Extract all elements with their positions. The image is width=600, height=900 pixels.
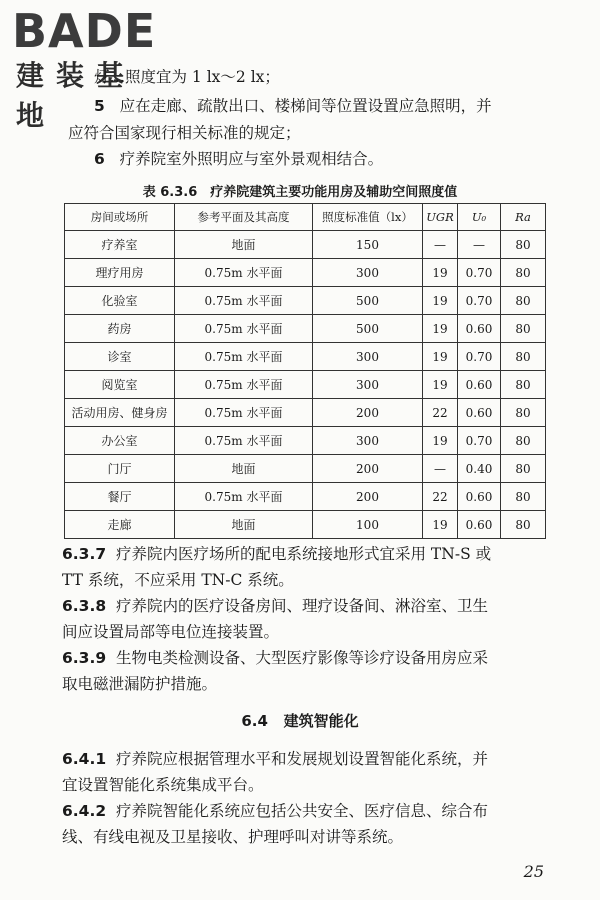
logo-chinese-text: 建装基地 xyxy=(16,59,137,132)
cell-room: 疗养室 xyxy=(65,231,175,259)
cell-reference-plane: 地面 xyxy=(175,231,313,259)
clause-6-3-8-number: 6.3.8 xyxy=(62,597,107,615)
header-u0: U₀ xyxy=(458,204,501,231)
cell-u0: 0.70 xyxy=(458,259,501,287)
clause-6-3-7-text: 疗养院内医疗场所的配电系统接地形式宜采用 TN-S 或 xyxy=(116,545,492,563)
table-row xyxy=(65,427,546,455)
table-body xyxy=(65,231,546,539)
cell-reference-plane: 0.75m 水平面 xyxy=(175,399,313,427)
table-row xyxy=(65,231,546,259)
table-row xyxy=(65,259,546,287)
clause-6-4-2-line-2: 线、有线电视及卫星接收、护理呼叫对讲等系统。 xyxy=(62,828,404,846)
cell-illuminance: 200 xyxy=(313,399,423,427)
clause-6-3-9-line-2: 取电磁泄漏防护措施。 xyxy=(62,675,218,693)
cell-u0: 0.60 xyxy=(458,511,501,539)
cell-illuminance: 500 xyxy=(313,315,423,343)
cell-room: 化验室 xyxy=(65,287,175,315)
header-ugr: UGR xyxy=(423,204,458,231)
item-6-line xyxy=(94,148,383,170)
cell-ra: 80 xyxy=(501,343,546,371)
clause-6-4-2-line-1 xyxy=(62,800,488,822)
clause-6-3-7-number: 6.3.7 xyxy=(62,545,107,563)
cell-room: 门厅 xyxy=(65,455,175,483)
cell-ra: 80 xyxy=(501,259,546,287)
cell-reference-plane: 0.75m 水平面 xyxy=(175,427,313,455)
cell-ra: 80 xyxy=(501,315,546,343)
clause-6-4-2-text: 疗养院智能化系统应包括公共安全、医疗信息、综合布 xyxy=(116,802,489,820)
clause-6-3-7-line-1 xyxy=(62,543,491,565)
cell-reference-plane: 0.75m 水平面 xyxy=(175,315,313,343)
item-5-text: 应在走廊、疏散出口、楼梯间等位置设置应急照明，并 xyxy=(119,97,492,115)
table-row xyxy=(65,315,546,343)
cell-illuminance: 500 xyxy=(313,287,423,315)
cell-reference-plane: 0.75m 水平面 xyxy=(175,259,313,287)
cell-reference-plane: 0.75m 水平面 xyxy=(175,483,313,511)
cell-u0: — xyxy=(458,231,501,259)
illuminance-table xyxy=(64,203,546,539)
table-row xyxy=(65,511,546,539)
table-caption: 表 6.3.6 疗养院建筑主要功能用房及辅助空间照度值 xyxy=(142,185,458,200)
clause-6-3-8-line-2: 间应设置局部等电位连接装置。 xyxy=(62,623,280,641)
table-header-row xyxy=(65,204,546,231)
item-6-text: 疗养院室外照明应与室外景观相结合。 xyxy=(119,150,384,168)
cell-ugr: 19 xyxy=(423,427,458,455)
table-row xyxy=(65,483,546,511)
cell-ra: 80 xyxy=(501,399,546,427)
cell-room: 理疗用房 xyxy=(65,259,175,287)
clause-6-3-9-text: 生物电类检测设备、大型医疗影像等诊疗设备用房应采 xyxy=(116,649,489,667)
header-illuminance: 照度标准值（lx） xyxy=(313,204,423,231)
clause-6-4-1-text: 疗养院应根据管理水平和发展规划设置智能化系统，并 xyxy=(116,750,489,768)
cell-ugr: 22 xyxy=(423,483,458,511)
cell-illuminance: 150 xyxy=(313,231,423,259)
clause-6-3-9-line-1 xyxy=(62,647,488,669)
cell-ugr: 19 xyxy=(423,343,458,371)
cell-room: 阅览室 xyxy=(65,371,175,399)
cell-ra: 80 xyxy=(501,231,546,259)
cell-u0: 0.70 xyxy=(458,343,501,371)
cell-u0: 0.70 xyxy=(458,287,501,315)
cell-room: 活动用房、健身房 xyxy=(65,399,175,427)
header-reference-plane: 参考平面及其高度 xyxy=(175,204,313,231)
cell-ugr: — xyxy=(423,231,458,259)
section-title: 建筑智能化 xyxy=(283,712,359,730)
cell-ra: 80 xyxy=(501,483,546,511)
table-row xyxy=(65,371,546,399)
item-6-number: 6 xyxy=(94,150,105,168)
cell-illuminance: 300 xyxy=(313,343,423,371)
clause-6-3-8-line-1 xyxy=(62,595,488,617)
table-row xyxy=(65,399,546,427)
section-number: 6.4 xyxy=(241,712,268,730)
header-ra: Ra xyxy=(501,204,546,231)
cell-u0: 0.60 xyxy=(458,371,501,399)
cell-illuminance: 200 xyxy=(313,455,423,483)
clause-6-3-8-text: 疗养院内的医疗设备房间、理疗设备间、淋浴室、卫生 xyxy=(116,597,489,615)
table-row xyxy=(65,455,546,483)
cell-ugr: 19 xyxy=(423,287,458,315)
cell-ugr: 19 xyxy=(423,371,458,399)
cell-reference-plane: 0.75m 水平面 xyxy=(175,343,313,371)
cell-room: 诊室 xyxy=(65,343,175,371)
table-row xyxy=(65,287,546,315)
intro-line: 灯…照度宜为 1 lx～2 lx； xyxy=(94,68,280,86)
cell-u0: 0.60 xyxy=(458,483,501,511)
cell-ra: 80 xyxy=(501,511,546,539)
cell-u0: 0.40 xyxy=(458,455,501,483)
clause-6-4-1-line-2: 宜设置智能化系统集成平台。 xyxy=(62,776,264,794)
cell-ugr: 19 xyxy=(423,511,458,539)
cell-reference-plane: 地面 xyxy=(175,511,313,539)
cell-reference-plane: 0.75m 水平面 xyxy=(175,287,313,315)
cell-reference-plane: 0.75m 水平面 xyxy=(175,371,313,399)
table-row xyxy=(65,343,546,371)
cell-illuminance: 300 xyxy=(313,371,423,399)
page-number: 25 xyxy=(523,862,544,881)
cell-illuminance: 300 xyxy=(313,259,423,287)
cell-ra: 80 xyxy=(501,455,546,483)
cell-ra: 80 xyxy=(501,371,546,399)
item-5-line-1 xyxy=(94,95,492,117)
cell-illuminance: 100 xyxy=(313,511,423,539)
cell-room: 走廊 xyxy=(65,511,175,539)
cell-ugr: 19 xyxy=(423,259,458,287)
cell-room: 办公室 xyxy=(65,427,175,455)
cell-room: 餐厅 xyxy=(65,483,175,511)
item-5-line-2: 应符合国家现行相关标准的规定； xyxy=(68,124,301,142)
clause-6-4-2-number: 6.4.2 xyxy=(62,802,107,820)
item-5-number: 5 xyxy=(94,97,105,115)
cell-room: 药房 xyxy=(65,315,175,343)
cell-illuminance: 300 xyxy=(313,427,423,455)
clause-6-4-1-number: 6.4.1 xyxy=(62,750,107,768)
cell-ugr: — xyxy=(423,455,458,483)
cell-ugr: 19 xyxy=(423,315,458,343)
cell-reference-plane: 地面 xyxy=(175,455,313,483)
cell-u0: 0.60 xyxy=(458,315,501,343)
cell-u0: 0.60 xyxy=(458,399,501,427)
cell-u0: 0.70 xyxy=(458,427,501,455)
cell-ra: 80 xyxy=(501,427,546,455)
section-heading xyxy=(0,710,600,731)
cell-ugr: 22 xyxy=(423,399,458,427)
clause-6-4-1-line-1 xyxy=(62,748,488,770)
cell-ra: 80 xyxy=(501,287,546,315)
logo-latin-text: BADE xyxy=(12,4,157,58)
clause-6-3-7-line-2: TT 系统，不应采用 TN-C 系统。 xyxy=(62,571,294,589)
cell-illuminance: 200 xyxy=(313,483,423,511)
clause-6-3-9-number: 6.3.9 xyxy=(62,649,107,667)
header-room: 房间或场所 xyxy=(65,204,175,231)
